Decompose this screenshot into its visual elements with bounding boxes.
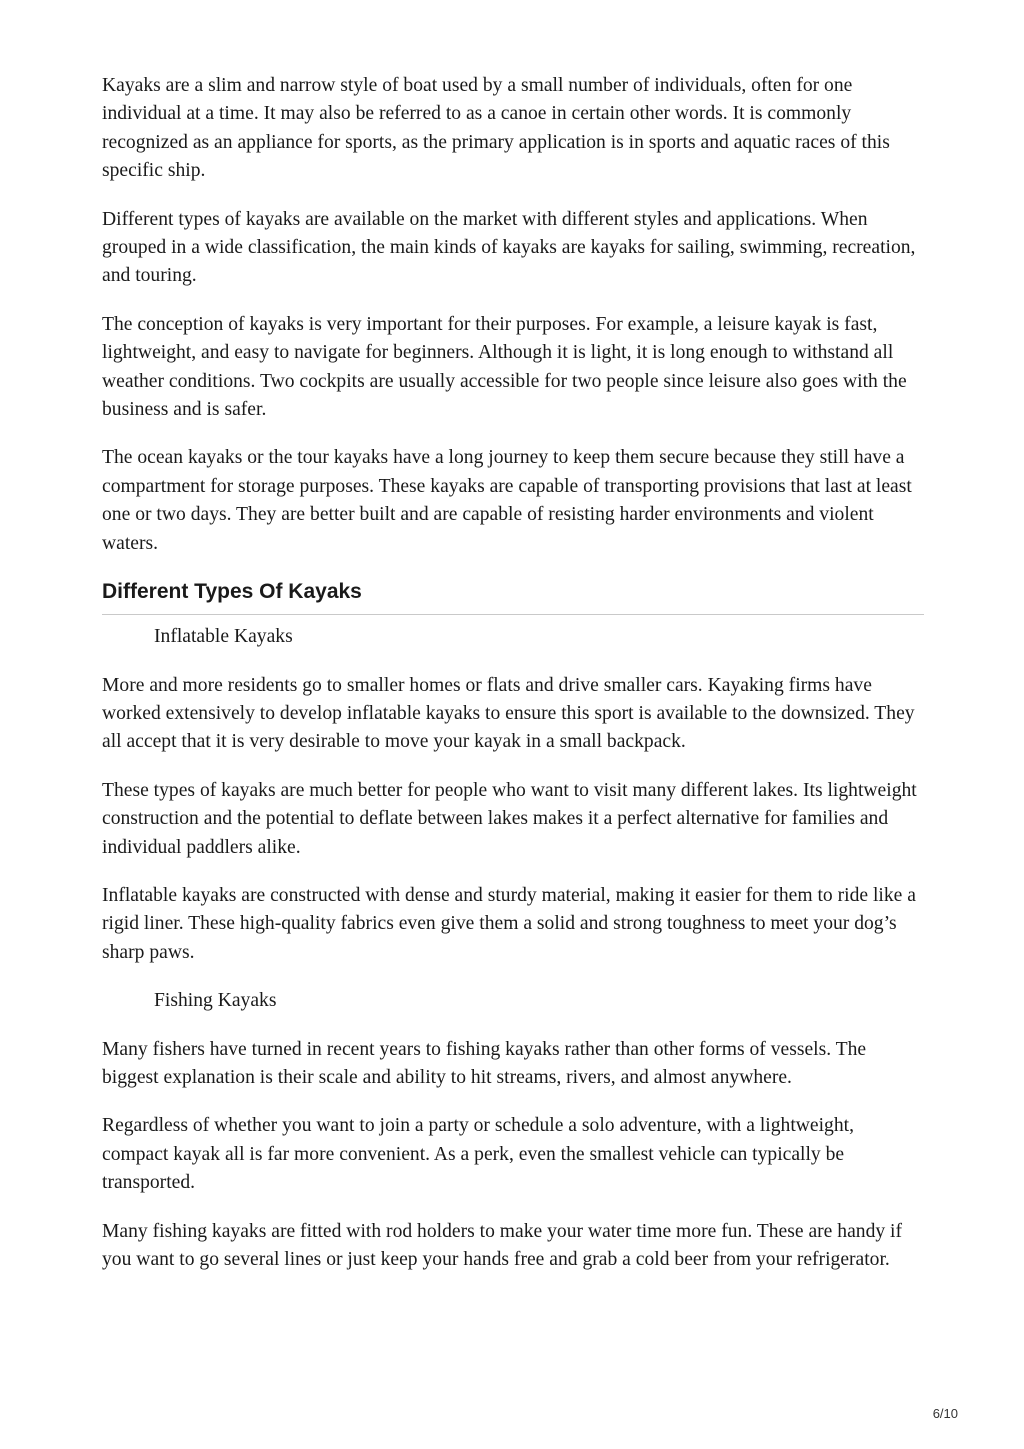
article-body xyxy=(102,72,924,1294)
intro-paragraph: The conception of kayaks is very important for their purposes. For example, a leisure kayak is fast, lightweight, and easy to navigate for beginners. Although it is light, it is long enough to withstand all weather conditions. Two cockpits are usually accessible for two people since leisure also goes with the business and is safer. xyxy=(102,313,907,421)
inflatable-paragraph: These types of kayaks are much better for people who want to visit many different lakes. Its lightweight construction and the potential to deflate between lakes makes it a perfect alternative for families and individual paddlers alike. xyxy=(102,779,917,858)
page-number: 6/10 xyxy=(932,1406,958,1421)
fishing-paragraph: Regardless of whether you want to join a party or schedule a solo adventure, with a lightweight, compact kayak all is far more convenient. As a perk, even the smallest vehicle can typically be transported. xyxy=(102,1115,854,1194)
intro-paragraph: Different types of kayaks are available on the market with different styles and applications. When grouped in a wide classification, the main kinds of kayaks are kayaks for sailing, swimming, recreation, and touring. xyxy=(102,208,916,287)
intro-paragraph: The ocean kayaks or the tour kayaks have a long journey to keep them secure because they still have a compartment for storage purposes. These kayaks are capable of transporting provisions that last at least one or two days. They are better built and are capable of resisting harder environments and violent waters. xyxy=(102,447,912,554)
inflatable-paragraph: Inflatable kayaks are constructed with dense and sturdy material, making it easier for them to ride like a rigid liner. These high-quality fabrics even give them a solid and strong toughness to meet your dog’s sharp paws. xyxy=(102,884,916,963)
subheading-inflatable-kayaks: Inflatable Kayaks xyxy=(154,626,293,648)
inflatable-paragraph: More and more residents go to smaller homes or flats and drive smaller cars. Kayaking firms have worked extensively to develop inflatable kayaks to ensure this sport is available to the downsized. They all accept that it is very desirable to move your kayak in a small backpack. xyxy=(102,674,915,753)
fishing-paragraph: Many fishers have turned in recent years to fishing kayaks rather than other forms of vessels. The biggest explanation is their scale and ability to hit streams, rivers, and almost anywhere. xyxy=(102,1038,867,1088)
intro-paragraph: Kayaks are a slim and narrow style of boat used by a small number of individuals, often for one individual at a time. It may also be referred to as a canoe in certain other words. It is commonly recognized as an appliance for sports, as the primary application is in sports and aquatic races of this specific ship. xyxy=(102,75,890,182)
section-heading: Different Types Of Kayaks xyxy=(102,578,924,615)
subheading-fishing-kayaks: Fishing Kayaks xyxy=(154,990,277,1012)
fishing-paragraph: Many fishing kayaks are fitted with rod holders to make your water time more fun. These are handy if you want to go several lines or just keep your hands free and grab a cold beer from your refrigerator. xyxy=(102,1220,903,1270)
